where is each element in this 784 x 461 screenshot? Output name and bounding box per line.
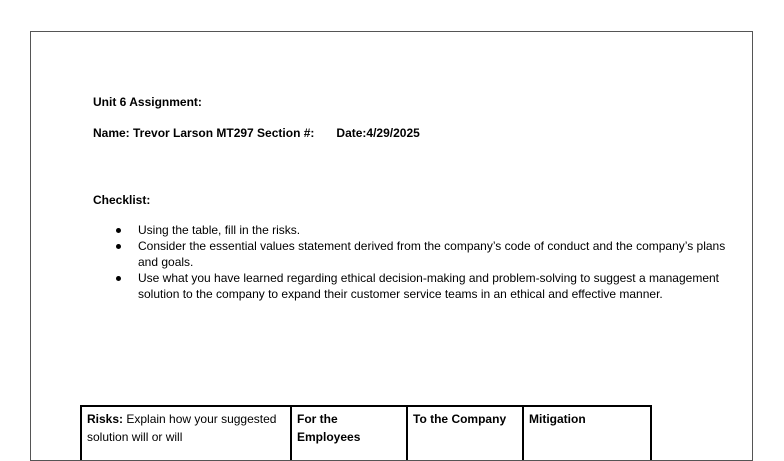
checklist-title: Checklist: xyxy=(93,193,151,207)
risks-description: Explain how your suggested solution will or will xyxy=(87,412,277,444)
checklist-item: Consider the essential values statement derived from the company’s code of conduct and the company’s plans and goals. xyxy=(138,238,738,270)
checklist-item: Use what you have learned regarding ethical decision-making and problem-solving to suggest a management solution to the company to expand their customer service teams in an ethical and effective manner. xyxy=(138,270,738,302)
bullet-icon xyxy=(116,244,121,249)
employees-header-cell[interactable]: For the Employees xyxy=(291,406,407,461)
bullet-icon xyxy=(116,276,121,281)
assignment-title: Unit 6 Assignment: xyxy=(93,95,202,109)
company-header-cell[interactable]: To the Company xyxy=(407,406,523,461)
assignment-date: Date:4/29/2025 xyxy=(336,126,420,140)
checklist xyxy=(93,222,738,302)
risk-table xyxy=(80,405,652,461)
risks-header-cell[interactable] xyxy=(81,406,291,461)
document-page xyxy=(30,31,753,461)
risks-label: Risks: xyxy=(87,412,124,426)
name-line xyxy=(93,126,420,140)
student-name-section: Name: Trevor Larson MT297 Section #: xyxy=(93,126,315,140)
mitigation-header-cell[interactable]: Mitigation xyxy=(523,406,651,461)
checklist-item: Using the table, fill in the risks. xyxy=(138,222,738,238)
bullet-icon xyxy=(116,228,121,233)
table-header-row xyxy=(81,406,651,461)
